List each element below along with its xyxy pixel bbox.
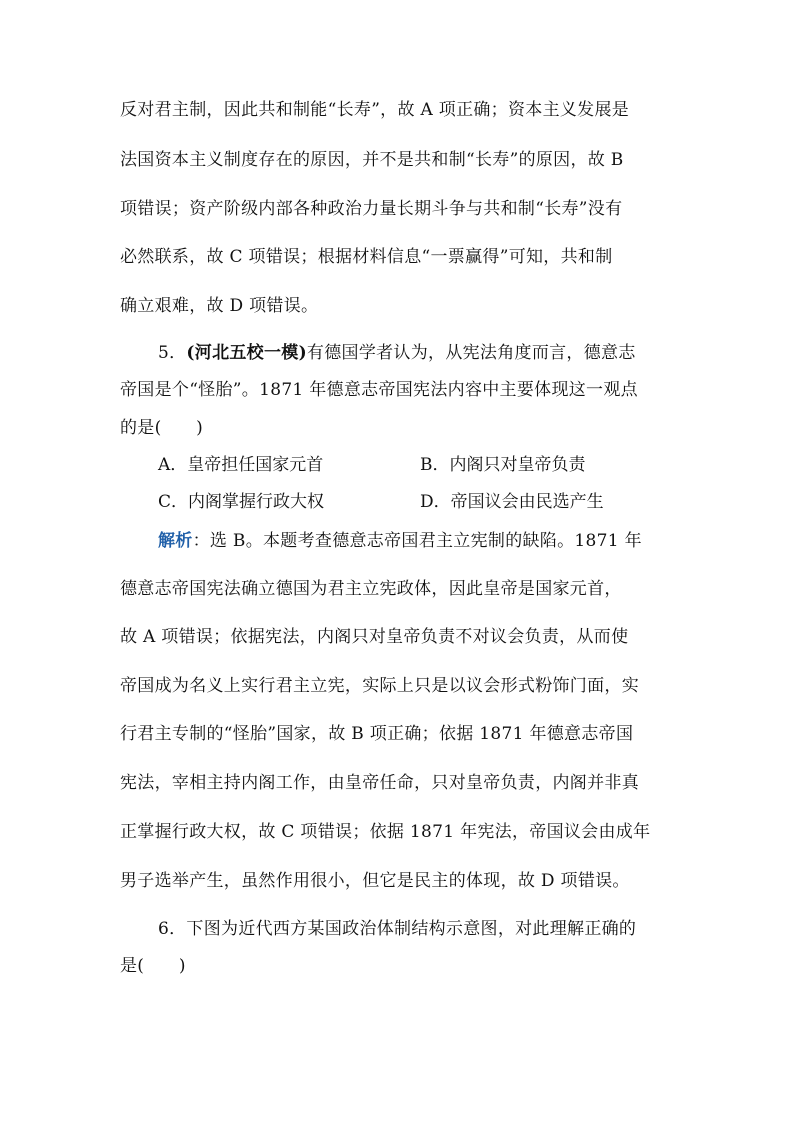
q5-number: 5． (158, 343, 187, 363)
q6-stem-line-1: 6．下图为近代西方某国政治体制结构示意图，对此理解正确的 (158, 919, 637, 939)
q5-option-c: C．内阁掌握行政大权 (158, 492, 325, 512)
q5-stem-line-1 (158, 342, 680, 364)
q5-analysis-text: ：选 B。本题考查德意志帝国君主立宪制的缺陷。1871 年 (192, 531, 642, 551)
q5-option-a: A．皇帝担任国家元首 (158, 455, 324, 475)
q5-stem-line-3: 的是( ) (120, 418, 204, 438)
q5-option-d: D．帝国议会由民选产生 (420, 492, 604, 512)
q5-option-b: B．内阁只对皇帝负责 (420, 455, 586, 475)
q5-analysis-line-8: 男子选举产生，虽然作用很小，但它是民主的体现，故 D 项错误。 (120, 871, 630, 891)
q5-analysis-line-6: 宪法，宰相主持内阁工作，由皇帝任命，只对皇帝负责，内阁并非真 (120, 773, 639, 793)
q6-stem-line-2: 是( ) (120, 956, 186, 976)
q5-stem-line-2: 帝国是个“怪胎”。1871 年德意志帝国宪法内容中主要体现这一观点 (120, 380, 638, 400)
q5-analysis-label: 解析 (158, 531, 193, 551)
q5-analysis-line-4: 帝国成为名义上实行君主立宪，实际上只是以议会形式粉饰门面，实 (120, 676, 639, 696)
q5-analysis-line-3: 故 A 项错误；依据宪法，内阁只对皇帝负责不对议会负责，从而使 (120, 627, 629, 647)
q5-analysis-line-5: 行君主专制的“怪胎”国家，故 B 项正确；依据 1871 年德意志帝国 (120, 724, 634, 744)
prev-analysis-line-4: 必然联系，故 C 项错误；根据材料信息“一票赢得”可知，共和制 (120, 247, 613, 267)
prev-analysis-line-3: 项错误；资产阶级内部各种政治力量长期斗争与共和制“长寿”没有 (120, 199, 623, 219)
q5-source: (河北五校一模) (186, 343, 307, 363)
prev-analysis-line-5: 确立艰难，故 D 项错误。 (120, 296, 319, 316)
q5-analysis-line-7: 正掌握行政大权，故 C 项错误；依据 1871 年宪法，帝国议会由成年 (120, 822, 651, 842)
prev-analysis-line-1: 反对君主制，因此共和制能“长寿”，故 A 项正确；资本主义发展是 (120, 100, 630, 120)
prev-analysis-line-2: 法国资本主义制度存在的原因，并不是共和制“长寿”的原因，故 B (120, 150, 624, 170)
q5-analysis-line-1 (158, 530, 680, 552)
q5-stem-text: 有德国学者认为，从宪法角度而言，德意志 (306, 343, 636, 363)
q5-analysis-line-2: 德意志帝国宪法确立德国为君主立宪政体，因此皇帝是国家元首， (120, 579, 622, 599)
